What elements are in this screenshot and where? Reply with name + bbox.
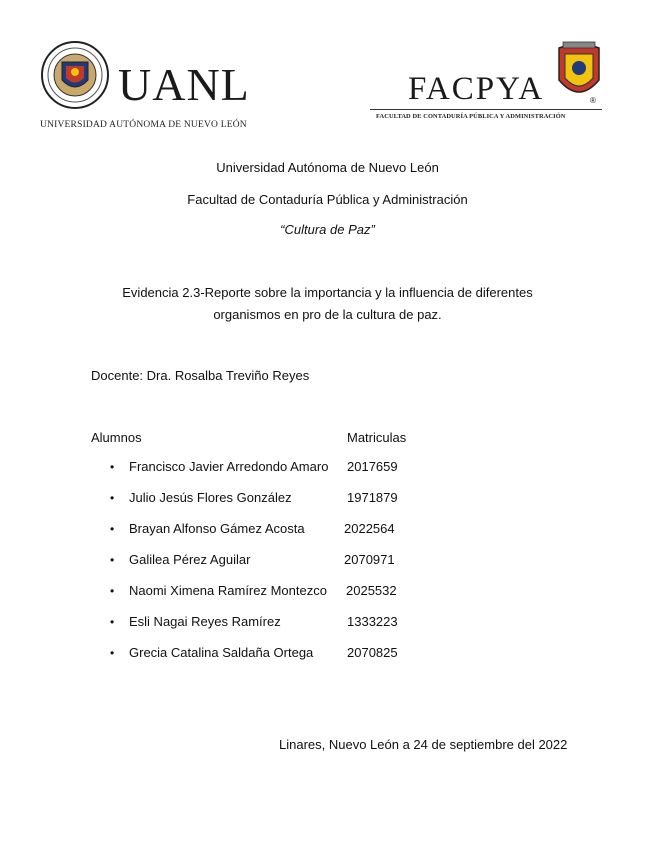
bullet: • — [110, 460, 115, 474]
registered-mark: ® — [590, 96, 596, 105]
course-name: “Cultura de Paz” — [280, 222, 375, 237]
student-name: Naomi Ximena Ramírez Montezco — [129, 583, 327, 598]
uanl-logo — [40, 40, 270, 135]
faculty-name: Facultad de Contaduría Pública y Administración — [187, 192, 468, 207]
bullet: • — [110, 615, 115, 629]
student-id: 2070971 — [344, 552, 395, 567]
student-name: Esli Nagai Reyes Ramírez — [129, 614, 281, 629]
header-alumnos: Alumnos — [91, 430, 142, 445]
facpya-logo — [370, 40, 610, 125]
student-name: Grecia Catalina Saldaña Ortega — [129, 645, 314, 660]
uanl-wordmark: UANL — [118, 59, 250, 110]
student-id: 1971879 — [347, 490, 398, 505]
facpya-underline — [370, 109, 602, 110]
student-id: 2017659 — [347, 459, 398, 474]
bullet: • — [110, 646, 115, 660]
student-id: 2022564 — [344, 521, 395, 536]
report-title-line1: Evidencia 2.3-Reporte sobre la importancia y la influencia de diferentes — [122, 285, 533, 300]
student-name: Brayan Alfonso Gámez Acosta — [129, 521, 305, 536]
header-matriculas: Matriculas — [347, 430, 407, 445]
student-id: 2070825 — [347, 645, 398, 660]
facpya-shield-icon — [555, 40, 603, 104]
uanl-seal-icon — [40, 40, 110, 110]
place-date: Linares, Nuevo León a 24 de septiembre del 2022 — [279, 737, 568, 752]
bullet: • — [110, 553, 115, 567]
student-name: Julio Jesús Flores González — [129, 490, 292, 505]
docente: Docente: Dra. Rosalba Treviño Reyes — [91, 368, 310, 383]
student-id: 2025532 — [346, 583, 397, 598]
bullet: • — [110, 522, 115, 536]
report-title-line2: organismos en pro de la cultura de paz. — [213, 307, 442, 322]
bullet: • — [110, 584, 115, 598]
uanl-subtitle: UNIVERSIDAD AUTÓNOMA DE NUEVO LEÓN — [40, 120, 247, 130]
student-name: Galilea Pérez Aguilar — [129, 552, 251, 567]
facpya-subtitle: FACULTAD DE CONTADURÍA PÚBLICA Y ADMINISTRACIÓN — [376, 113, 566, 120]
university-name: Universidad Autónoma de Nuevo León — [216, 160, 439, 175]
student-name: Francisco Javier Arredondo Amaro — [129, 459, 329, 474]
bullet: • — [110, 491, 115, 505]
student-id: 1333223 — [347, 614, 398, 629]
facpya-wordmark: FACPYA — [408, 71, 545, 107]
